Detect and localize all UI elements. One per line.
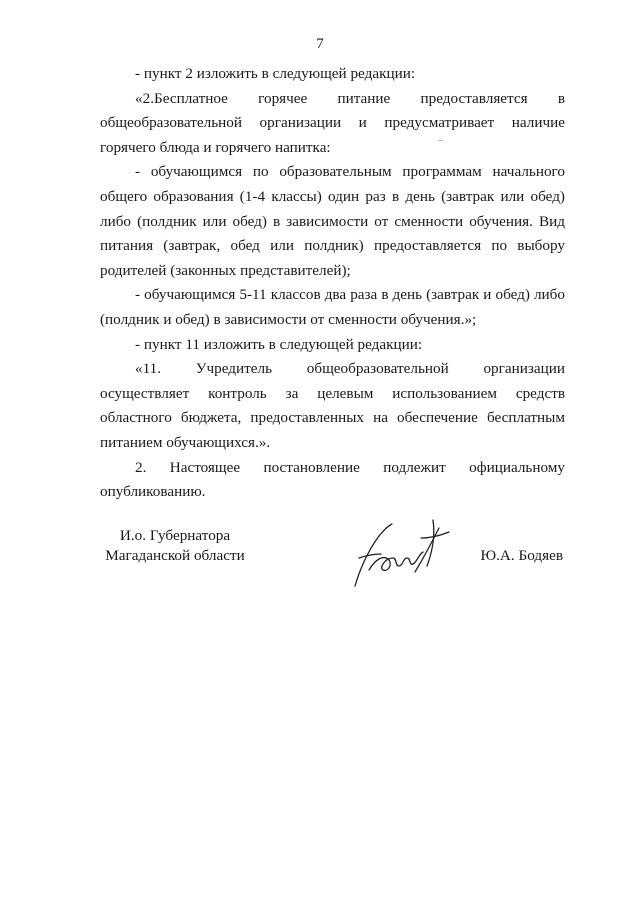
paragraph-publication: 2. Настоящее постановление подлежит официальному опубликованию. xyxy=(100,458,565,501)
paragraph-item-11-text: «11. Учредитель общеобразовательной организации осуществляет контроль за целевым использованием средств областного бюджета, предоставленных на обеспечение бесплатным питанием обучающихся.». xyxy=(100,360,565,451)
signatory-title xyxy=(100,526,250,566)
paragraph-item-11-edit-intro: - пункт 11 изложить в следующей редакции: xyxy=(135,335,423,353)
paragraph-primary-grades: - обучающимся по образовательным программам начального общего образования (1-4 классы) один раз в день (завтрак или обед) либо (полдник или обед) в зависимости от сменности обучения. Вид питания (завтрак, обед или полдник) предоставляется по выбору родителей (законных представителей); xyxy=(100,163,565,279)
signatory-title-line2: Магаданской области xyxy=(105,547,245,564)
signatory-title-line1: И.о. Губернатора xyxy=(119,527,231,544)
handwritten-signature-icon xyxy=(345,514,455,596)
signatory-name: Ю.А. Бодяев xyxy=(480,547,563,564)
signature-block xyxy=(100,526,570,596)
paragraph-item-2-text: «2.Бесплатное горячее питание предоставляется в общеобразовательной организации и предусматривает наличие горячего блюда и горячего напитка: xyxy=(100,89,565,156)
document-body xyxy=(100,62,565,505)
page-number: 7 xyxy=(316,36,324,52)
paragraph-item-2-edit-intro: - пункт 2 изложить в следующей редакции: xyxy=(135,65,416,82)
paragraph-grades-5-11: - обучающимся 5-11 классов два раза в день (завтрак и обед) либо (полдник и обед) в зависимости от сменности обучения.»; xyxy=(100,286,565,328)
